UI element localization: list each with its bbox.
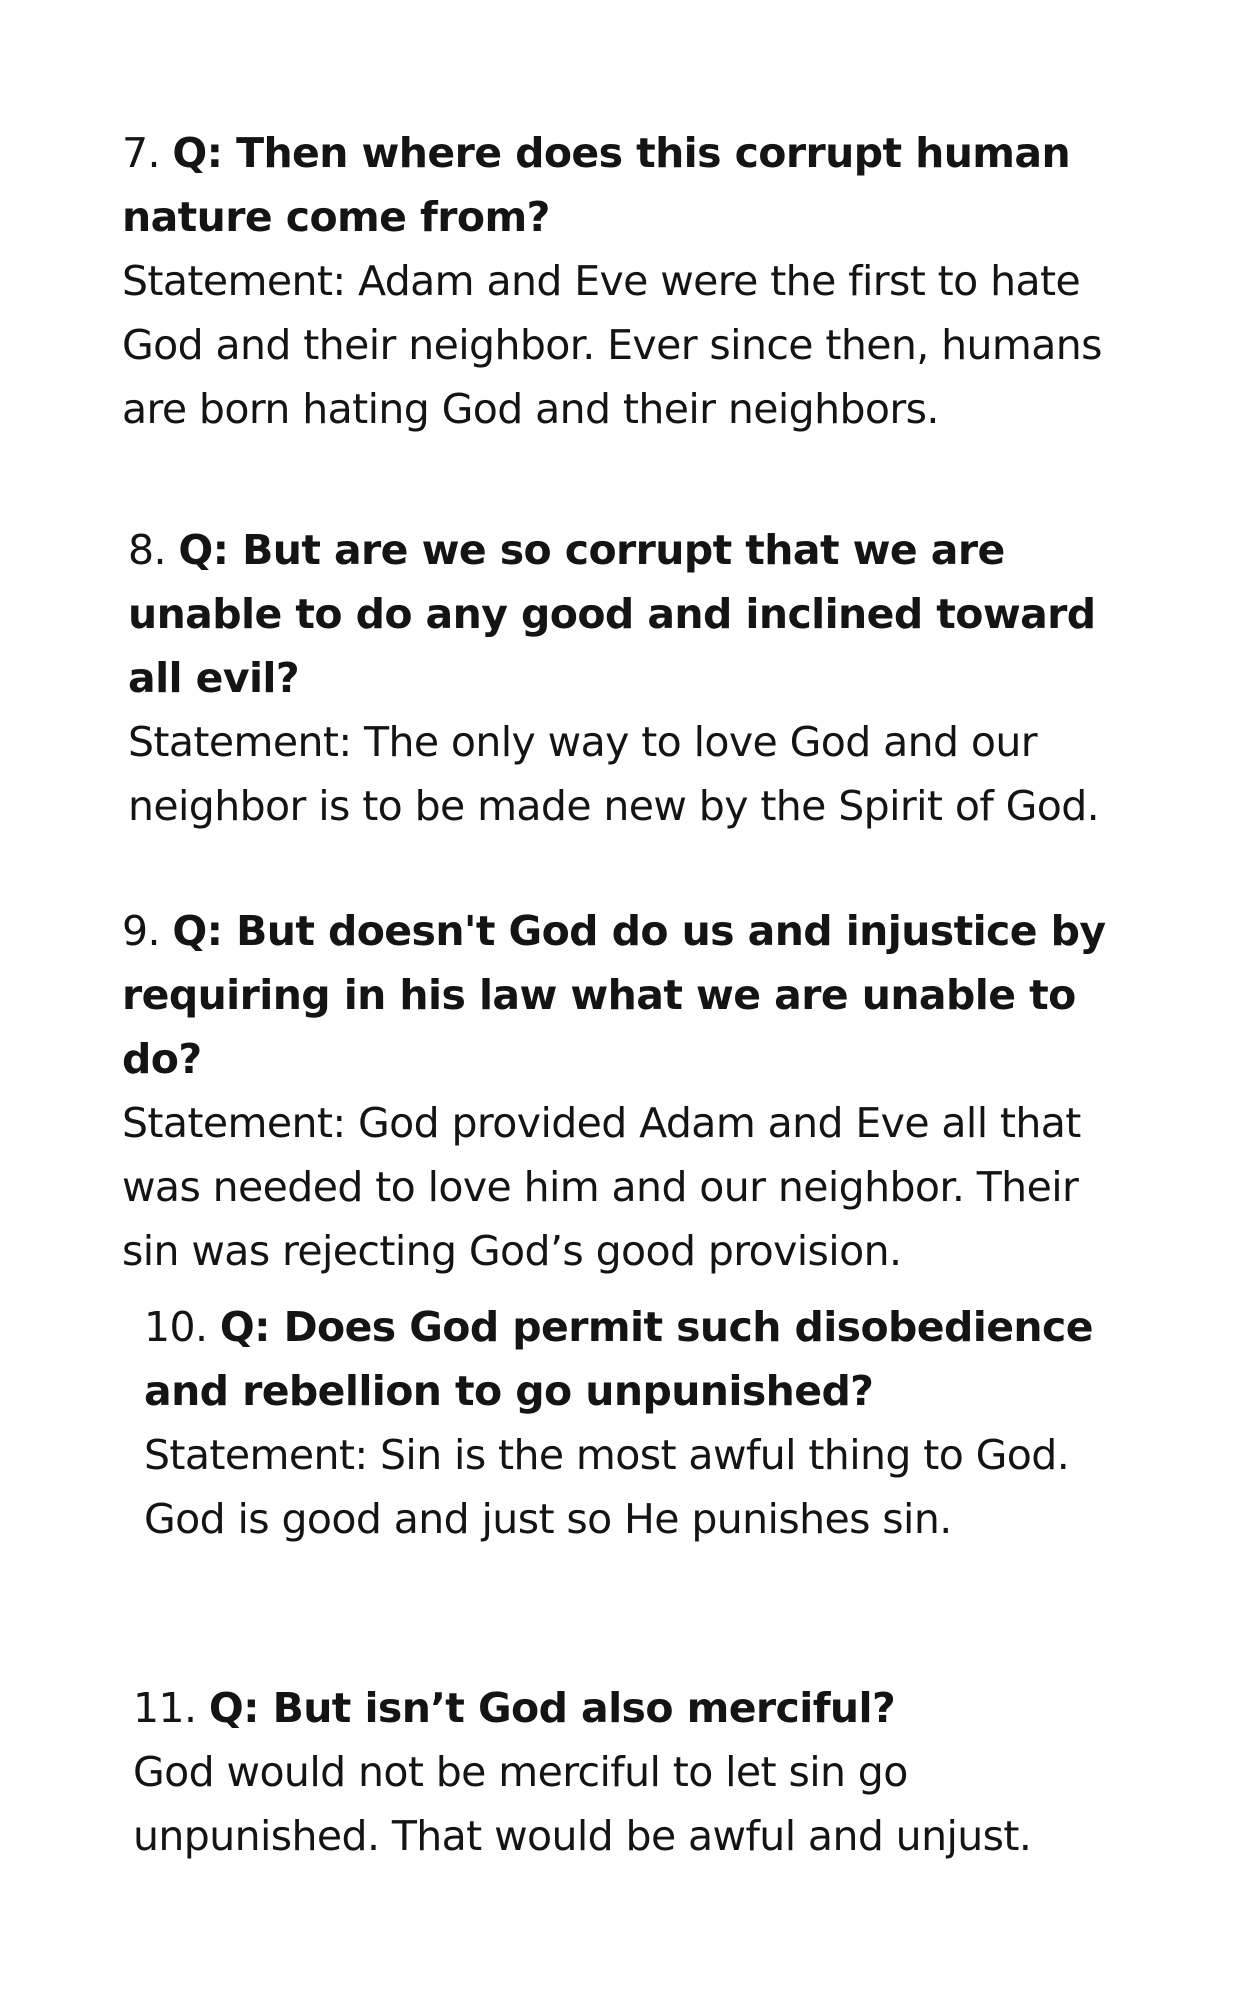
item-number: 9.: [122, 907, 160, 955]
qa-item-11: [133, 1676, 1143, 1868]
qa-item-7: [122, 121, 1142, 441]
qa-item-10: [144, 1295, 1144, 1551]
question-line: [122, 121, 1142, 249]
statement-text: Statement: God provided Adam and Eve all that was needed to love him and our neighbor. Their sin was rejecting God’s good provision.: [122, 1099, 1081, 1275]
item-number: 10.: [144, 1303, 208, 1351]
question-text: Q: Does God permit such disobedience and rebellion to go unpunished?: [144, 1303, 1093, 1415]
statement-text: Statement: Sin is the most awful thing to God. God is good and just so He punishes sin.: [144, 1431, 1070, 1543]
question-line: [133, 1676, 1143, 1740]
question-text: Q: But isn’t God also merciful?: [208, 1684, 896, 1732]
item-number: 8.: [128, 526, 166, 574]
item-number: 7.: [122, 129, 160, 177]
qa-item-8: [128, 518, 1148, 838]
statement-text: God would not be merciful to let sin go unpunished. That would be awful and unjust.: [133, 1748, 1032, 1860]
question-line: [144, 1295, 1144, 1423]
statement-text: Statement: Adam and Eve were the first to hate God and their neighbor. Ever since then, humans are born hating God and their neighbors.: [122, 257, 1102, 433]
question-text: Q: Then where does this corrupt human nature come from?: [122, 129, 1071, 241]
question-line: [128, 518, 1148, 710]
question-text: Q: But doesn't God do us and injustice by requiring in his law what we are unable to do?: [122, 907, 1106, 1083]
item-number: 11.: [133, 1684, 197, 1732]
question-line: [122, 899, 1142, 1091]
statement-text: Statement: The only way to love God and our neighbor is to be made new by the Spirit of God.: [128, 718, 1100, 830]
question-text: Q: But are we so corrupt that we are unable to do any good and inclined toward all evil?: [128, 526, 1096, 702]
qa-item-9: [122, 899, 1142, 1283]
